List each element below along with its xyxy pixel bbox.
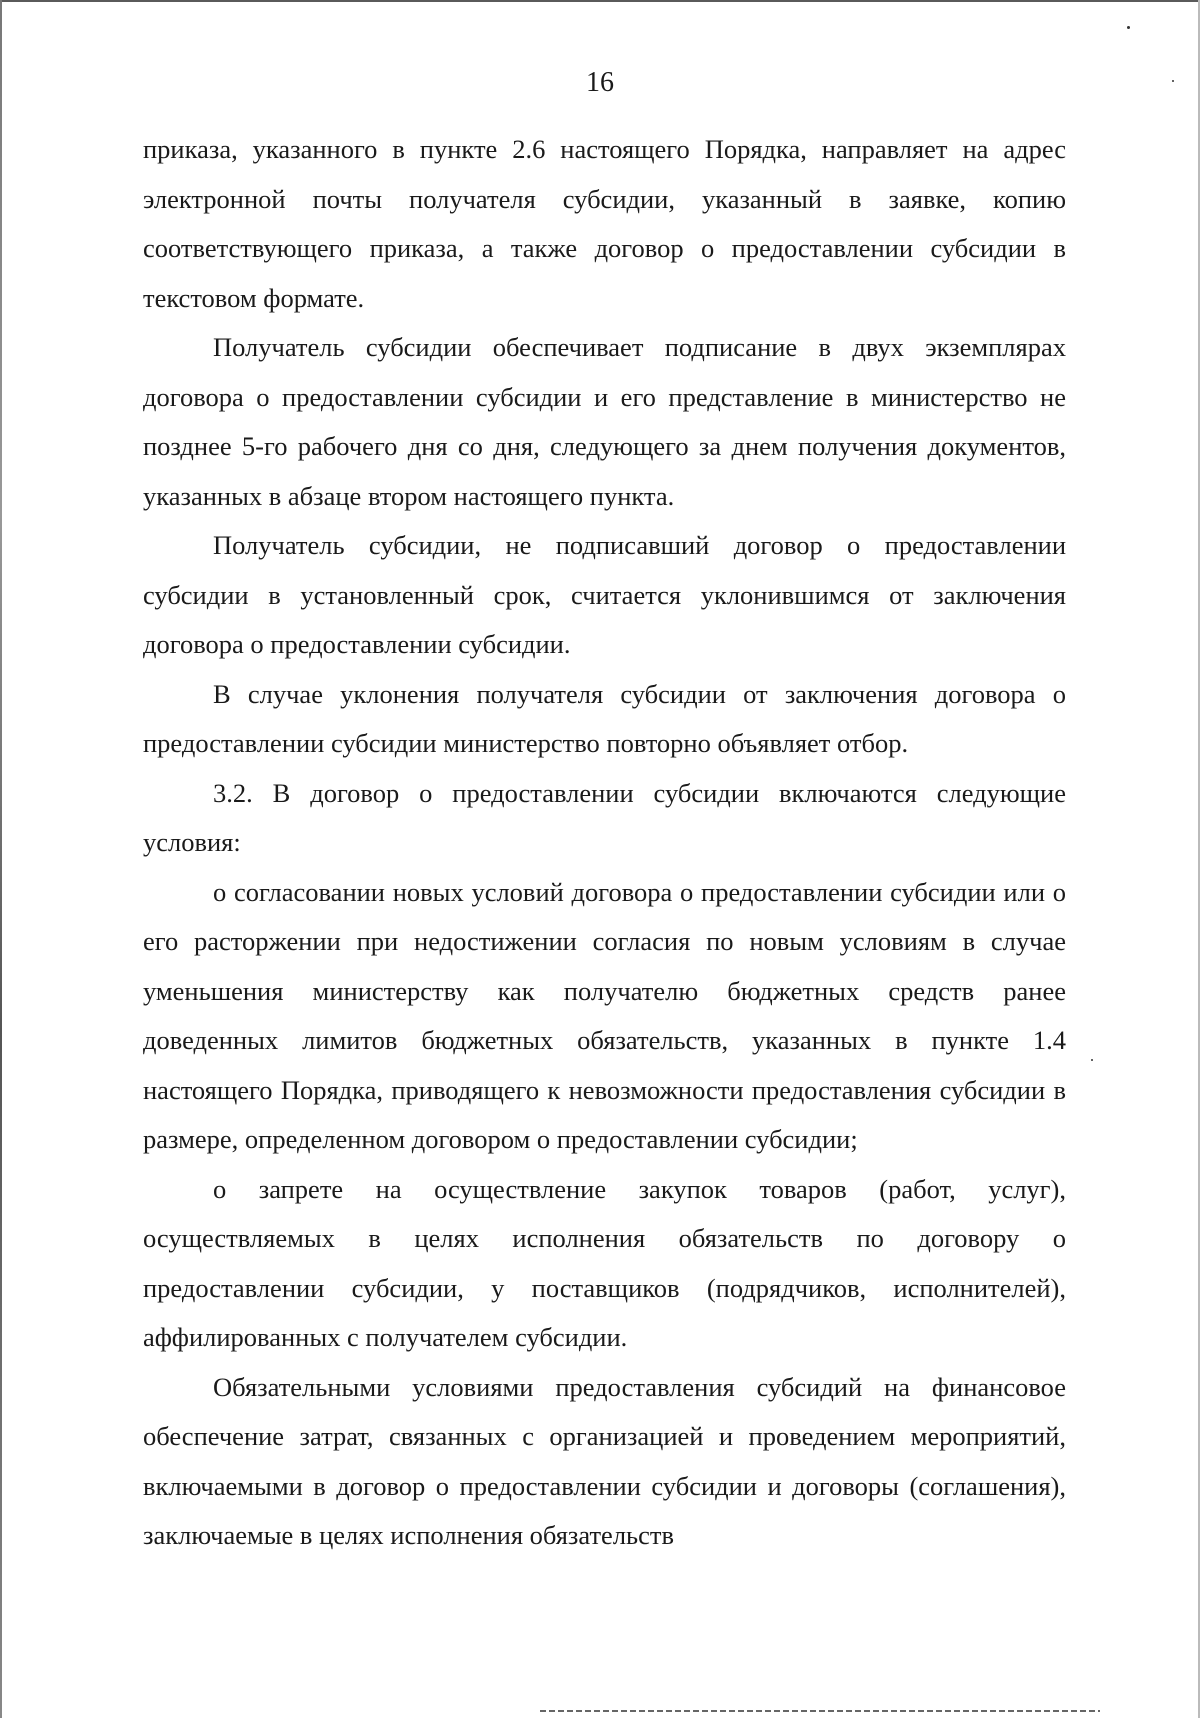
paragraph: Обязательными условиями предоставления субсидий на финансовое обеспечение затрат, связанных с организацией и проведением мероприятий, включаемыми в договор о предоставлении субсидии и договоры (соглашения), заключаемые в целях исполнения обязательств — [143, 1371, 1066, 1550]
scan-edge-bottom — [540, 1710, 1100, 1712]
scan-edge-top — [0, 0, 1200, 2]
paragraph: 3.2. В договор о предоставлении субсидии включаются следующие условия: — [143, 777, 1066, 857]
scan-speck — [1091, 1059, 1093, 1061]
paragraph: Получатель субсидии, не подписавший договор о предоставлении субсидии в установленный срок, считается уклонившимся от заключения договора о предоставлении субсидии. — [143, 530, 1066, 659]
scan-speck — [1127, 26, 1130, 29]
paragraph: В случае уклонения получателя субсидии от заключения договора о предоставлении субсидии министерство повторно объявляет отбор. — [143, 678, 1066, 758]
scan-edge-left — [0, 0, 2, 1718]
paragraph: о запрете на осуществление закупок товаров (работ, услуг), осуществляемых в целях исполнения обязательств по договору о предоставлении субсидии, у поставщиков (подрядчиков, исполнителей), аффилированных с получателем субсидии. — [143, 1173, 1066, 1352]
page-number: 16 — [586, 67, 614, 98]
paragraph: приказа, указанного в пункте 2.6 настоящего Порядка, направляет на адрес электронной почты получателя субсидии, указанный в заявке, копию соответствующего приказа, а также договор о предоставлении субсидии в текстовом формате. — [143, 134, 1066, 313]
document-body — [143, 125, 1066, 1561]
paragraph: о согласовании новых условий договора о предоставлении субсидии или о его расторжении при недостижении согласия по новым условиям в случае уменьшения министерству как получателю бюджетных средств ранее доведенных лимитов бюджетных обязательств, указанных в пункте 1.4 настоящего Порядка, приводящего к невозможности предоставления субсидии в размере, определенном договором о предоставлении субсидии; — [143, 876, 1066, 1154]
paragraph: Получатель субсидии обеспечивает подписание в двух экземплярах договора о предоставлении субсидии и его представление в министерство не позднее 5-го рабочего дня со дня, следующего за днем получения документов, указанных в абзаце втором настоящего пункта. — [143, 332, 1066, 511]
